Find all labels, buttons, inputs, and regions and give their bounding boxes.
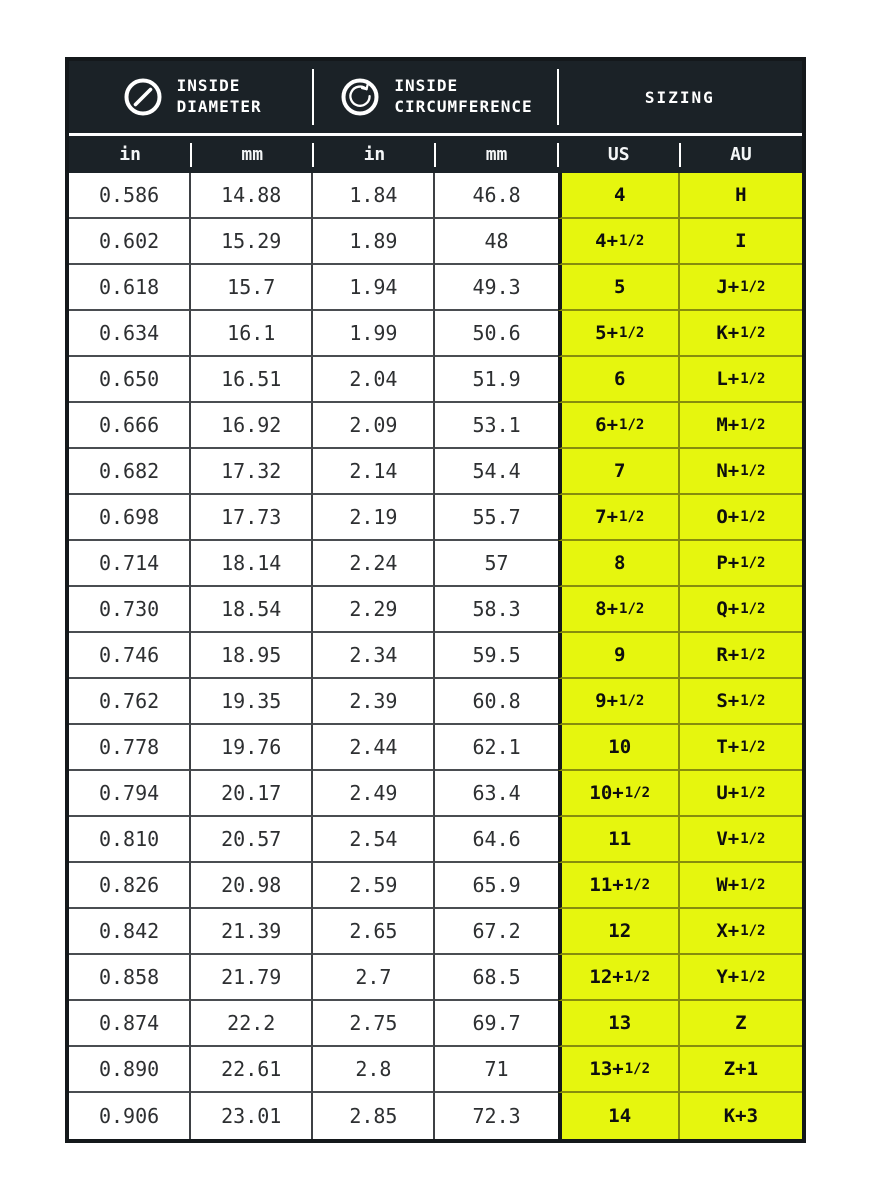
cell-size-us: 11	[558, 817, 680, 863]
cell-circumference-mm: 68.5	[435, 955, 557, 1001]
inside-diameter-label	[177, 76, 262, 118]
cell-circumference-mm: 71	[435, 1047, 557, 1093]
cell-diameter-in: 0.810	[69, 817, 191, 863]
subheader-diameter-in: in	[119, 144, 141, 165]
cell-size-us: 7	[558, 449, 680, 495]
cell-circumference-mm: 53.1	[435, 403, 557, 449]
diameter-icon	[121, 75, 165, 119]
cell-diameter-in: 0.874	[69, 1001, 191, 1047]
cell-circumference-mm: 63.4	[435, 771, 557, 817]
cell-diameter-in: 0.746	[69, 633, 191, 679]
cell-size-au: Y+ 1/2	[680, 955, 802, 1001]
cell-size-us: 12+ 1/2	[558, 955, 680, 1001]
cell-size-au: K+ 1/2	[680, 311, 802, 357]
cell-circumference-in: 2.39	[313, 679, 435, 725]
cell-circumference-in: 2.14	[313, 449, 435, 495]
subheader-row	[69, 136, 802, 173]
cell-size-us: 10	[558, 725, 680, 771]
cell-diameter-in: 0.842	[69, 909, 191, 955]
cell-diameter-mm: 23.01	[191, 1093, 313, 1139]
cell-circumference-in: 1.84	[313, 173, 435, 219]
cell-diameter-mm: 18.54	[191, 587, 313, 633]
cell-diameter-mm: 16.51	[191, 357, 313, 403]
cell-circumference-in: 2.24	[313, 541, 435, 587]
cell-diameter-mm: 17.32	[191, 449, 313, 495]
cell-diameter-in: 0.730	[69, 587, 191, 633]
cell-circumference-mm: 48	[435, 219, 557, 265]
cell-circumference-mm: 59.5	[435, 633, 557, 679]
cell-diameter-mm: 17.73	[191, 495, 313, 541]
label-line: INSIDE	[176, 76, 241, 96]
cell-circumference-mm: 67.2	[435, 909, 557, 955]
cell-size-au: I	[680, 219, 802, 265]
cell-diameter-mm: 15.7	[191, 265, 313, 311]
cell-diameter-mm: 20.17	[191, 771, 313, 817]
cell-size-au: Z	[680, 1001, 802, 1047]
cell-size-au: T+ 1/2	[680, 725, 802, 771]
cell-circumference-mm: 62.1	[435, 725, 557, 771]
cell-diameter-mm: 16.1	[191, 311, 313, 357]
cell-size-au: K+3	[680, 1093, 802, 1139]
cell-circumference-mm: 58.3	[435, 587, 557, 633]
cell-circumference-in: 2.75	[313, 1001, 435, 1047]
cell-size-us: 6+ 1/2	[558, 403, 680, 449]
cell-diameter-mm: 20.98	[191, 863, 313, 909]
cell-size-us: 8	[558, 541, 680, 587]
cell-size-us: 8+ 1/2	[558, 587, 680, 633]
header-group-row	[69, 61, 802, 133]
cell-circumference-mm: 60.8	[435, 679, 557, 725]
cell-diameter-in: 0.618	[69, 265, 191, 311]
inside-circumference-label	[394, 76, 532, 118]
cell-diameter-mm: 15.29	[191, 219, 313, 265]
cell-size-us: 5	[558, 265, 680, 311]
cell-circumference-in: 2.19	[313, 495, 435, 541]
cell-diameter-mm: 22.61	[191, 1047, 313, 1093]
cell-circumference-in: 2.8	[313, 1047, 435, 1093]
cell-size-au: Q+ 1/2	[680, 587, 802, 633]
cell-size-us: 4	[558, 173, 680, 219]
subheader-circumference-in: in	[313, 136, 435, 173]
cell-circumference-in: 1.99	[313, 311, 435, 357]
cell-size-au: R+ 1/2	[680, 633, 802, 679]
cell-circumference-in: 2.04	[313, 357, 435, 403]
cell-size-au: Z+1	[680, 1047, 802, 1093]
subheader-size-au: AU	[680, 136, 802, 173]
subheader-circumference-mm: mm	[435, 136, 557, 173]
cell-diameter-in: 0.714	[69, 541, 191, 587]
cell-circumference-mm: 46.8	[435, 173, 557, 219]
cell-size-au: S+ 1/2	[680, 679, 802, 725]
cell-size-us: 5+ 1/2	[558, 311, 680, 357]
cell-diameter-in: 0.586	[69, 173, 191, 219]
cell-circumference-mm: 51.9	[435, 357, 557, 403]
cell-diameter-in: 0.794	[69, 771, 191, 817]
cell-circumference-in: 2.7	[313, 955, 435, 1001]
cell-size-us: 4+ 1/2	[558, 219, 680, 265]
cell-circumference-mm: 69.7	[435, 1001, 557, 1047]
cell-size-au: L+ 1/2	[680, 357, 802, 403]
cell-circumference-mm: 64.6	[435, 817, 557, 863]
cell-size-us: 13+ 1/2	[558, 1047, 680, 1093]
cell-circumference-mm: 72.3	[435, 1093, 557, 1139]
cell-circumference-mm: 50.6	[435, 311, 557, 357]
cell-circumference-in: 2.44	[313, 725, 435, 771]
sizing-label: SIZING	[644, 87, 715, 107]
cell-size-us: 9+ 1/2	[558, 679, 680, 725]
cell-size-au: M+ 1/2	[680, 403, 802, 449]
cell-diameter-in: 0.826	[69, 863, 191, 909]
cell-diameter-in: 0.778	[69, 725, 191, 771]
cell-diameter-mm: 21.39	[191, 909, 313, 955]
cell-size-au: H	[680, 173, 802, 219]
cell-diameter-in: 0.634	[69, 311, 191, 357]
cell-size-au: W+ 1/2	[680, 863, 802, 909]
cell-circumference-in: 2.65	[313, 909, 435, 955]
subheader-size-us: US	[558, 136, 680, 173]
cell-size-au: P+ 1/2	[680, 541, 802, 587]
cell-diameter-in: 0.666	[69, 403, 191, 449]
cell-diameter-in: 0.858	[69, 955, 191, 1001]
cell-circumference-mm: 55.7	[435, 495, 557, 541]
cell-diameter-in: 0.698	[69, 495, 191, 541]
cell-circumference-mm: 54.4	[435, 449, 557, 495]
cell-circumference-in: 1.94	[313, 265, 435, 311]
cell-circumference-mm: 57	[435, 541, 557, 587]
cell-circumference-in: 2.85	[313, 1093, 435, 1139]
subheader-diameter-mm: mm	[191, 136, 313, 173]
cell-size-au: V+ 1/2	[680, 817, 802, 863]
cell-size-au: O+ 1/2	[680, 495, 802, 541]
cell-size-us: 11+ 1/2	[558, 863, 680, 909]
ring-size-table	[65, 57, 806, 1143]
cell-circumference-in: 2.49	[313, 771, 435, 817]
label-line: DIAMETER	[176, 97, 262, 116]
cell-size-us: 10+ 1/2	[558, 771, 680, 817]
cell-circumference-mm: 65.9	[435, 863, 557, 909]
cell-circumference-in: 2.29	[313, 587, 435, 633]
cell-diameter-in: 0.602	[69, 219, 191, 265]
cell-diameter-mm: 18.14	[191, 541, 313, 587]
cell-diameter-mm: 14.88	[191, 173, 313, 219]
circumference-icon	[338, 75, 382, 119]
cell-circumference-in: 2.34	[313, 633, 435, 679]
header-group-inside-diameter	[69, 61, 313, 133]
cell-diameter-in: 0.650	[69, 357, 191, 403]
cell-diameter-mm: 19.35	[191, 679, 313, 725]
cell-size-au: X+ 1/2	[680, 909, 802, 955]
cell-size-us: 9	[558, 633, 680, 679]
cell-diameter-in: 0.906	[69, 1093, 191, 1139]
cell-circumference-in: 2.59	[313, 863, 435, 909]
label-line: CIRCUMFERENCE	[394, 97, 533, 116]
cell-size-us: 14	[558, 1093, 680, 1139]
cell-size-au: U+ 1/2	[680, 771, 802, 817]
cell-diameter-mm: 19.76	[191, 725, 313, 771]
cell-circumference-in: 2.54	[313, 817, 435, 863]
cell-size-us: 7+ 1/2	[558, 495, 680, 541]
cell-diameter-in: 0.682	[69, 449, 191, 495]
table-body	[69, 173, 802, 1139]
cell-diameter-in: 0.762	[69, 679, 191, 725]
cell-diameter-in: 0.890	[69, 1047, 191, 1093]
cell-diameter-mm: 20.57	[191, 817, 313, 863]
cell-diameter-mm: 18.95	[191, 633, 313, 679]
header-group-sizing	[558, 61, 802, 133]
cell-circumference-in: 2.09	[313, 403, 435, 449]
cell-size-us: 13	[558, 1001, 680, 1047]
cell-circumference-mm: 49.3	[435, 265, 557, 311]
cell-size-au: J+ 1/2	[680, 265, 802, 311]
cell-diameter-mm: 22.2	[191, 1001, 313, 1047]
label-line: INSIDE	[394, 76, 459, 96]
cell-size-us: 12	[558, 909, 680, 955]
cell-diameter-mm: 16.92	[191, 403, 313, 449]
cell-size-au: N+ 1/2	[680, 449, 802, 495]
header-group-inside-circumference	[313, 61, 557, 133]
cell-diameter-mm: 21.79	[191, 955, 313, 1001]
cell-size-us: 6	[558, 357, 680, 403]
cell-circumference-in: 1.89	[313, 219, 435, 265]
table-header	[69, 61, 802, 173]
